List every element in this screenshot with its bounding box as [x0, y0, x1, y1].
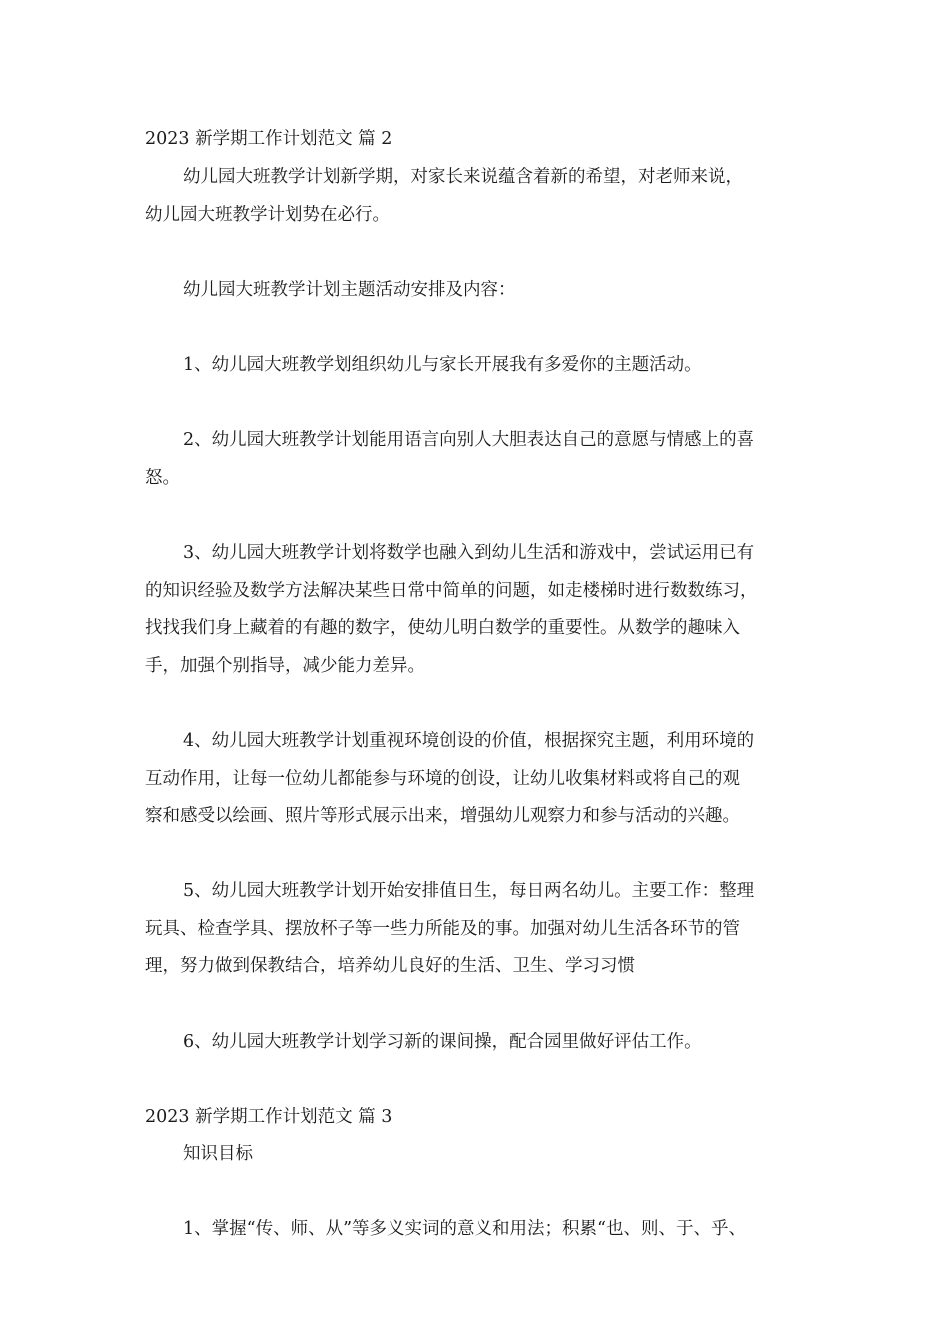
paragraph-line: 幼儿园大班教学计划新学期，对家长来说蕴含着新的希望，对老师来说， [183, 167, 743, 187]
list-item-continuation: 手，加强个别指导，减少能力差异。 [145, 656, 425, 676]
list-item-continuation: 玩具、检查学具、摆放杯子等一些力所能及的事。加强对幼儿生活各环节的管 [145, 919, 740, 939]
list-item: 1、掌握“传、师、从”等多义实词的意义和用法；积累“也、则、于、乎、 [183, 1219, 746, 1239]
list-item: 5、幼儿园大班教学计划开始安排值日生，每日两名幼儿。主要工作：整理 [183, 881, 755, 901]
subheading: 知识目标 [183, 1144, 253, 1164]
subheading: 幼儿园大班教学计划主题活动安排及内容： [183, 280, 516, 300]
list-item: 6、幼儿园大班教学计划学习新的课间操，配合园里做好评估工作。 [183, 1032, 702, 1052]
list-item-continuation: 怒。 [145, 468, 180, 488]
list-item: 4、幼儿园大班教学计划重视环境创设的价值，根据探究主题，利用环境的 [183, 731, 755, 751]
list-item: 2、幼儿园大班教学计划能用语言向别人大胆表达自己的意愿与情感上的喜 [183, 430, 755, 450]
list-item-continuation: 找找我们身上藏着的有趣的数字，使幼儿明白数学的重要性。从数学的趣味入 [145, 618, 740, 638]
section-heading: 2023 新学期工作计划范文 篇 2 [145, 129, 393, 149]
list-item-continuation: 察和感受以绘画、照片等形式展示出来，增强幼儿观察力和参与活动的兴趣。 [145, 806, 740, 826]
list-item-continuation: 互动作用，让每一位幼儿都能参与环境的创设，让幼儿收集材料或将自己的观 [145, 769, 740, 789]
list-item-continuation: 理，努力做到保教结合，培养幼儿良好的生活、卫生、学习习惯 [145, 956, 635, 976]
list-item-continuation: 的知识经验及数学方法解决某些日常中简单的问题，如走楼梯时进行数数练习， [145, 581, 758, 601]
list-item: 1、幼儿园大班教学划组织幼儿与家长开展我有多爱你的主题活动。 [183, 355, 702, 375]
list-item: 3、幼儿园大班教学计划将数学也融入到幼儿生活和游戏中，尝试运用已有 [183, 543, 755, 563]
paragraph-line: 幼儿园大班教学计划势在必行。 [145, 205, 390, 225]
section-heading: 2023 新学期工作计划范文 篇 3 [145, 1107, 393, 1127]
